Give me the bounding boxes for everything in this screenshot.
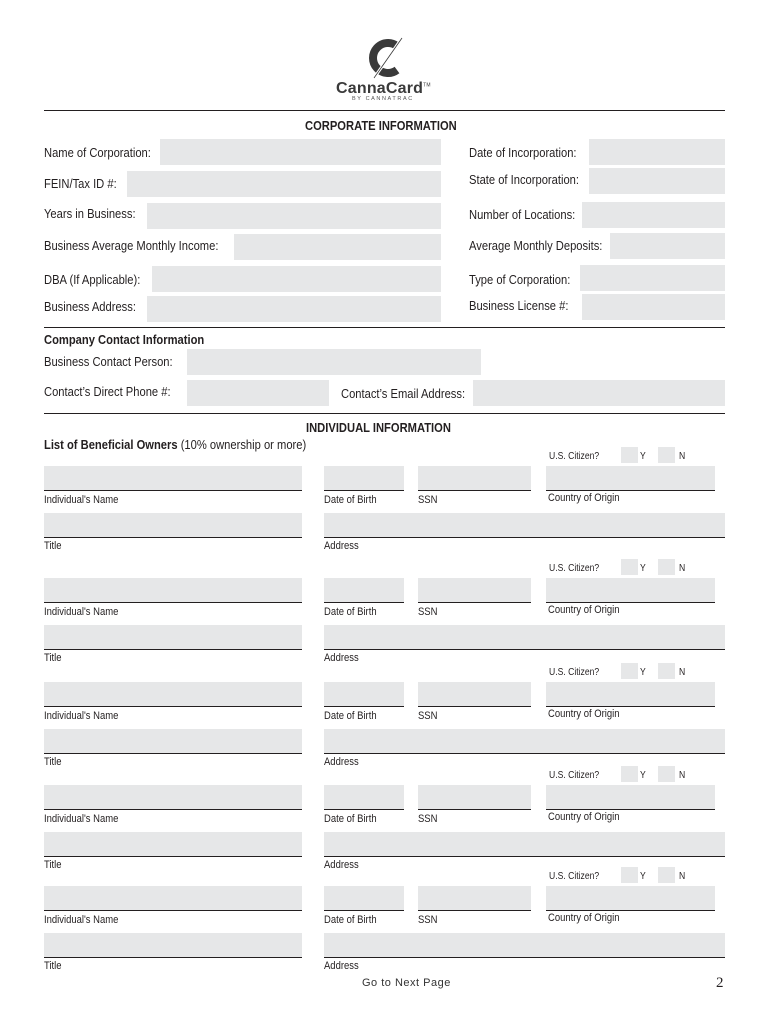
us-citizen-label: U.S. Citizen? (549, 451, 600, 462)
next-page-link[interactable]: Go to Next Page (362, 977, 451, 989)
date-of-incorporation-label: Date of Incorporation: (469, 145, 577, 160)
ssn-label: SSN (418, 710, 438, 722)
title-label: Title (44, 756, 62, 768)
individual-name-label: Individual's Name (44, 813, 119, 825)
date-of-birth-label: Date of Birth (324, 914, 377, 926)
header-divider (44, 110, 725, 111)
citizen-no-checkbox[interactable] (658, 663, 675, 679)
individual-name-label: Individual's Name (44, 494, 119, 506)
fein-label: FEIN/Tax ID #: (44, 176, 117, 191)
citizen-no-label: N (679, 667, 686, 678)
citizen-no-checkbox[interactable] (658, 867, 675, 883)
ssn-input[interactable] (418, 466, 531, 491)
ssn-label: SSN (418, 914, 438, 926)
address-input[interactable] (324, 832, 725, 857)
us-citizen-label: U.S. Citizen? (549, 667, 600, 678)
individual-name-input[interactable] (44, 682, 302, 707)
contact-person-input[interactable] (187, 349, 481, 375)
avg-monthly-deposits-label: Average Monthly Deposits: (469, 238, 603, 253)
beneficial-owners-bold: List of Beneficial Owners (44, 437, 178, 452)
address-input[interactable] (324, 625, 725, 650)
country-of-origin-label: Country of Origin (548, 811, 620, 823)
country-of-origin-label: Country of Origin (548, 604, 620, 616)
date-of-birth-input[interactable] (324, 682, 404, 707)
corporate-divider (44, 327, 725, 328)
title-label: Title (44, 960, 62, 972)
email-input[interactable] (473, 380, 725, 406)
citizen-no-label: N (679, 770, 686, 781)
address-label: Address (324, 756, 359, 768)
individual-name-label: Individual's Name (44, 606, 119, 618)
cannacard-logo-mark (364, 36, 406, 80)
citizen-yes-checkbox[interactable] (621, 447, 638, 463)
email-label: Contact’s Email Address: (341, 386, 466, 401)
date-of-birth-label: Date of Birth (324, 494, 377, 506)
citizen-no-checkbox[interactable] (658, 447, 675, 463)
country-of-origin-input[interactable] (546, 578, 715, 603)
state-of-incorporation-label: State of Incorporation: (469, 172, 580, 187)
avg-monthly-income-input[interactable] (234, 234, 441, 260)
ssn-label: SSN (418, 606, 438, 618)
individual-name-input[interactable] (44, 886, 302, 911)
individual-name-label: Individual's Name (44, 914, 119, 926)
ssn-input[interactable] (418, 578, 531, 603)
date-of-birth-input[interactable] (324, 785, 404, 810)
us-citizen-label: U.S. Citizen? (549, 770, 600, 781)
country-of-origin-label: Country of Origin (548, 708, 620, 720)
country-of-origin-input[interactable] (546, 785, 715, 810)
corporate-heading: CORPORATE INFORMATION (305, 118, 457, 133)
dba-input[interactable] (152, 266, 441, 292)
beneficial-owners-note: (10% ownership or more) (177, 437, 307, 452)
logo-name: CannaCard (336, 80, 424, 97)
title-input[interactable] (44, 933, 302, 958)
us-citizen-label: U.S. Citizen? (549, 563, 600, 574)
title-input[interactable] (44, 832, 302, 857)
country-of-origin-input[interactable] (546, 466, 715, 491)
business-license-label: Business License #: (469, 298, 569, 313)
type-of-corporation-input[interactable] (580, 265, 725, 291)
individual-name-input[interactable] (44, 785, 302, 810)
country-of-origin-label: Country of Origin (548, 492, 620, 504)
country-of-origin-label: Country of Origin (548, 912, 620, 924)
citizen-no-checkbox[interactable] (658, 559, 675, 575)
address-label: Address (324, 540, 359, 552)
type-of-corporation-label: Type of Corporation: (469, 272, 571, 287)
title-label: Title (44, 540, 62, 552)
title-input[interactable] (44, 513, 302, 538)
citizen-no-label: N (679, 871, 686, 882)
page-number: 2 (716, 975, 724, 991)
date-of-incorporation-input[interactable] (589, 139, 725, 165)
business-address-label: Business Address: (44, 299, 136, 314)
dba-label: DBA (If Applicable): (44, 272, 141, 287)
address-label: Address (324, 960, 359, 972)
contact-divider (44, 413, 725, 414)
date-of-birth-label: Date of Birth (324, 813, 377, 825)
date-of-birth-input[interactable] (324, 578, 404, 603)
number-of-locations-input[interactable] (582, 202, 725, 228)
address-input[interactable] (324, 513, 725, 538)
fein-input[interactable] (127, 171, 441, 197)
citizen-yes-label: Y (640, 770, 646, 781)
title-label: Title (44, 859, 62, 871)
title-input[interactable] (44, 625, 302, 650)
ssn-label: SSN (418, 813, 438, 825)
state-of-incorporation-input[interactable] (589, 168, 725, 194)
citizen-yes-checkbox[interactable] (621, 867, 638, 883)
address-label: Address (324, 859, 359, 871)
number-of-locations-label: Number of Locations: (469, 207, 576, 222)
date-of-birth-input[interactable] (324, 466, 404, 491)
direct-phone-input[interactable] (187, 380, 329, 406)
ssn-input[interactable] (418, 886, 531, 911)
citizen-yes-label: Y (640, 667, 646, 678)
individual-heading: INDIVIDUAL INFORMATION (306, 420, 451, 435)
logo-tagline: BY CANNATRAC (352, 96, 414, 102)
individual-name-input[interactable] (44, 466, 302, 491)
years-in-business-label: Years in Business: (44, 206, 136, 221)
citizen-no-checkbox[interactable] (658, 766, 675, 782)
address-input[interactable] (324, 729, 725, 754)
business-license-input[interactable] (582, 294, 725, 320)
ssn-label: SSN (418, 494, 438, 506)
citizen-yes-checkbox[interactable] (621, 559, 638, 575)
individual-name-input[interactable] (44, 578, 302, 603)
citizen-yes-label: Y (640, 451, 646, 462)
business-address-input[interactable] (147, 296, 441, 322)
citizen-no-label: N (679, 563, 686, 574)
address-input[interactable] (324, 933, 725, 958)
direct-phone-label: Contact’s Direct Phone #: (44, 384, 171, 399)
ssn-input[interactable] (418, 785, 531, 810)
citizen-yes-checkbox[interactable] (621, 766, 638, 782)
citizen-yes-checkbox[interactable] (621, 663, 638, 679)
date-of-birth-input[interactable] (324, 886, 404, 911)
years-in-business-input[interactable] (147, 203, 441, 229)
avg-monthly-deposits-input[interactable] (610, 233, 725, 259)
country-of-origin-input[interactable] (546, 886, 715, 911)
country-of-origin-input[interactable] (546, 682, 715, 707)
title-input[interactable] (44, 729, 302, 754)
citizen-no-label: N (679, 451, 686, 462)
citizen-yes-label: Y (640, 563, 646, 574)
logo-trademark: TM (423, 82, 431, 89)
contact-person-label: Business Contact Person: (44, 354, 173, 369)
address-label: Address (324, 652, 359, 664)
date-of-birth-label: Date of Birth (324, 606, 377, 618)
contact-heading: Company Contact Information (44, 332, 205, 347)
title-label: Title (44, 652, 62, 664)
name-of-corporation-input[interactable] (160, 139, 441, 165)
name-of-corporation-label: Name of Corporation: (44, 145, 151, 160)
individual-name-label: Individual's Name (44, 710, 119, 722)
beneficial-owners-title (44, 437, 306, 453)
citizen-yes-label: Y (640, 871, 646, 882)
avg-monthly-income-label: Business Average Monthly Income: (44, 238, 219, 253)
us-citizen-label: U.S. Citizen? (549, 871, 600, 882)
ssn-input[interactable] (418, 682, 531, 707)
date-of-birth-label: Date of Birth (324, 710, 377, 722)
